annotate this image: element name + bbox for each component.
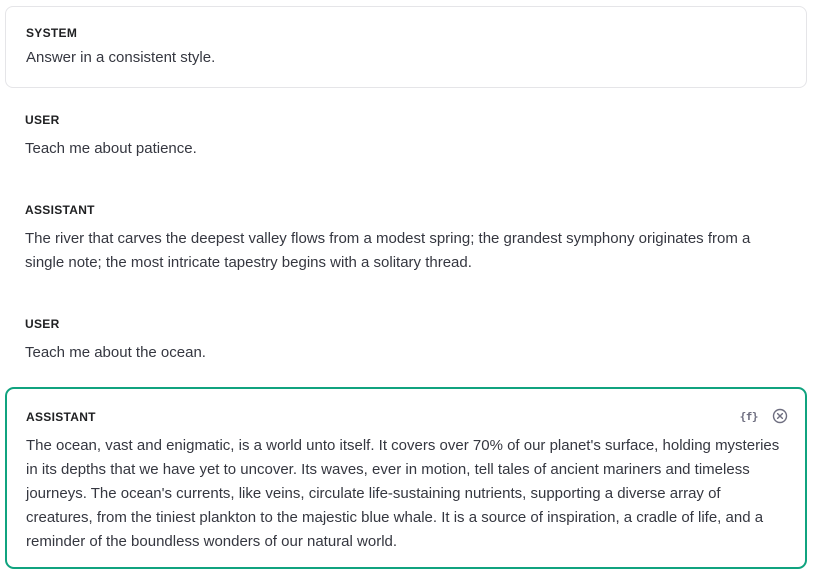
message-content[interactable]: The river that carves the deepest valley flows from a modest spring; the grandest symphony originates from a single note; the most intricate tapestry begins with a solitary thread. <box>25 230 751 271</box>
system-content[interactable]: Answer in a consistent style. <box>26 49 216 66</box>
function-icon[interactable]: {f} <box>739 409 758 423</box>
message-user-2[interactable] <box>5 316 807 365</box>
message-role-label[interactable]: USER <box>25 317 60 331</box>
message-role-label[interactable]: USER <box>25 113 60 127</box>
message-content[interactable]: Teach me about patience. <box>25 140 197 157</box>
message-user-1[interactable] <box>5 112 807 161</box>
message-role-label[interactable]: ASSISTANT <box>25 203 95 217</box>
close-circle-icon[interactable] <box>772 408 788 424</box>
message-assistant-2-active[interactable] <box>5 387 807 569</box>
message-content[interactable]: The ocean, vast and enigmatic, is a world unto itself. It covers over 70% of our planet's surface, holding mysteries in its depths that we have yet to uncover. Its waves, ever in motion, tell tales of ancient mariners and timeless journeys. The ocean's currents, like veins, circulate life-sustaining nutrients, supporting a diverse array of creatures, from the tiniest plankton to the majestic blue whale. It is a source of inspiration, a cradle of life, and a reminder of the boundless wonders of our natural world. <box>26 437 780 550</box>
system-role-label: SYSTEM <box>26 26 78 40</box>
message-content[interactable]: Teach me about the ocean. <box>25 344 206 361</box>
message-assistant-1[interactable] <box>5 202 807 275</box>
message-actions <box>740 408 788 424</box>
system-message[interactable] <box>5 6 807 88</box>
message-role-label[interactable]: ASSISTANT <box>26 410 96 424</box>
